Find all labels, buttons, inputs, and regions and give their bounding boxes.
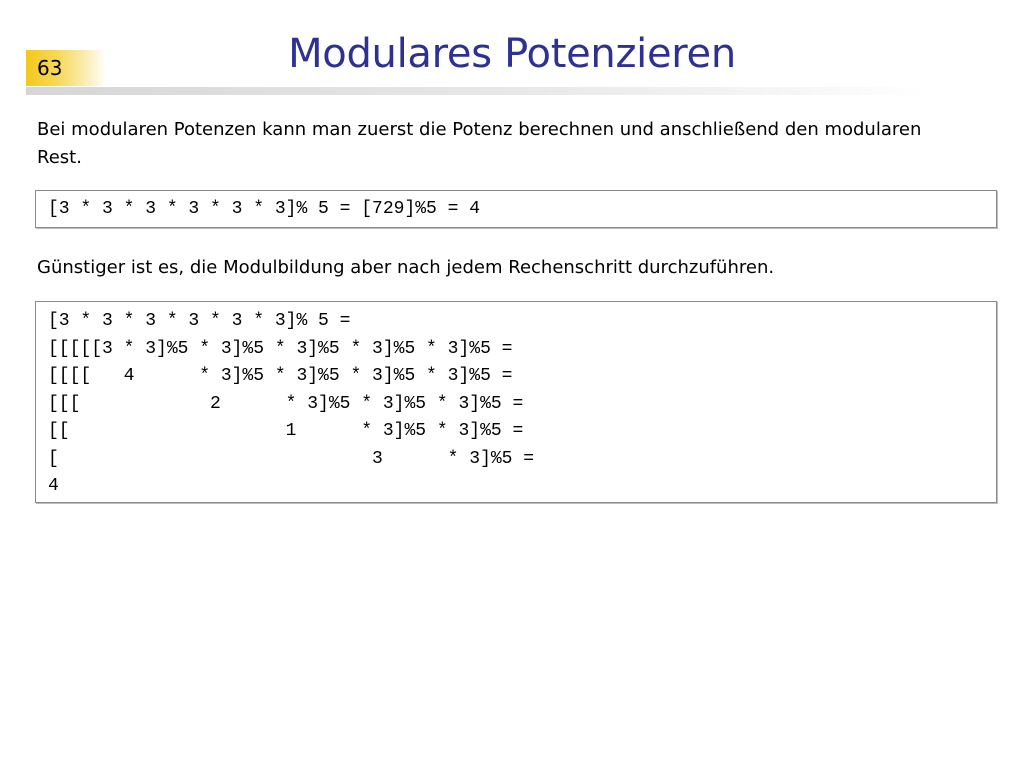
title-underline bbox=[26, 87, 926, 95]
page-number: 63 bbox=[37, 56, 63, 80]
code-block-stepwise bbox=[35, 301, 997, 503]
intro-paragraph: Bei modularen Potenzen kann man zuerst die Potenz berechnen und anschließend den modularen Rest. bbox=[37, 119, 922, 168]
code-line: [3 * 3 * 3 * 3 * 3 * 3]% 5 = [729]%5 = 4 bbox=[48, 199, 481, 219]
better-paragraph: Günstiger ist es, die Modulbildung aber nach jedem Rechenschritt durchzuführen. bbox=[37, 257, 775, 278]
code-line: [[ 1 * 3]%5 * 3]%5 = bbox=[48, 421, 524, 441]
code-line: [3 * 3 * 3 * 3 * 3 * 3]% 5 = bbox=[48, 311, 351, 331]
code-line: [[[ 2 * 3]%5 * 3]%5 * 3]%5 = bbox=[48, 393, 524, 414]
code-line: [[[[ 4 * 3]%5 * 3]%5 * 3]%5 * 3]%5 = bbox=[48, 366, 513, 386]
code-line: [ 3 * 3]%5 = bbox=[48, 448, 535, 469]
slide-title: Modulares Potenzieren bbox=[288, 31, 736, 77]
code-block-direct bbox=[35, 190, 997, 228]
code-line: [[[[[3 * 3]%5 * 3]%5 * 3]%5 * 3]%5 * 3]%5 = bbox=[48, 338, 513, 359]
code-line: 4 bbox=[48, 476, 59, 496]
